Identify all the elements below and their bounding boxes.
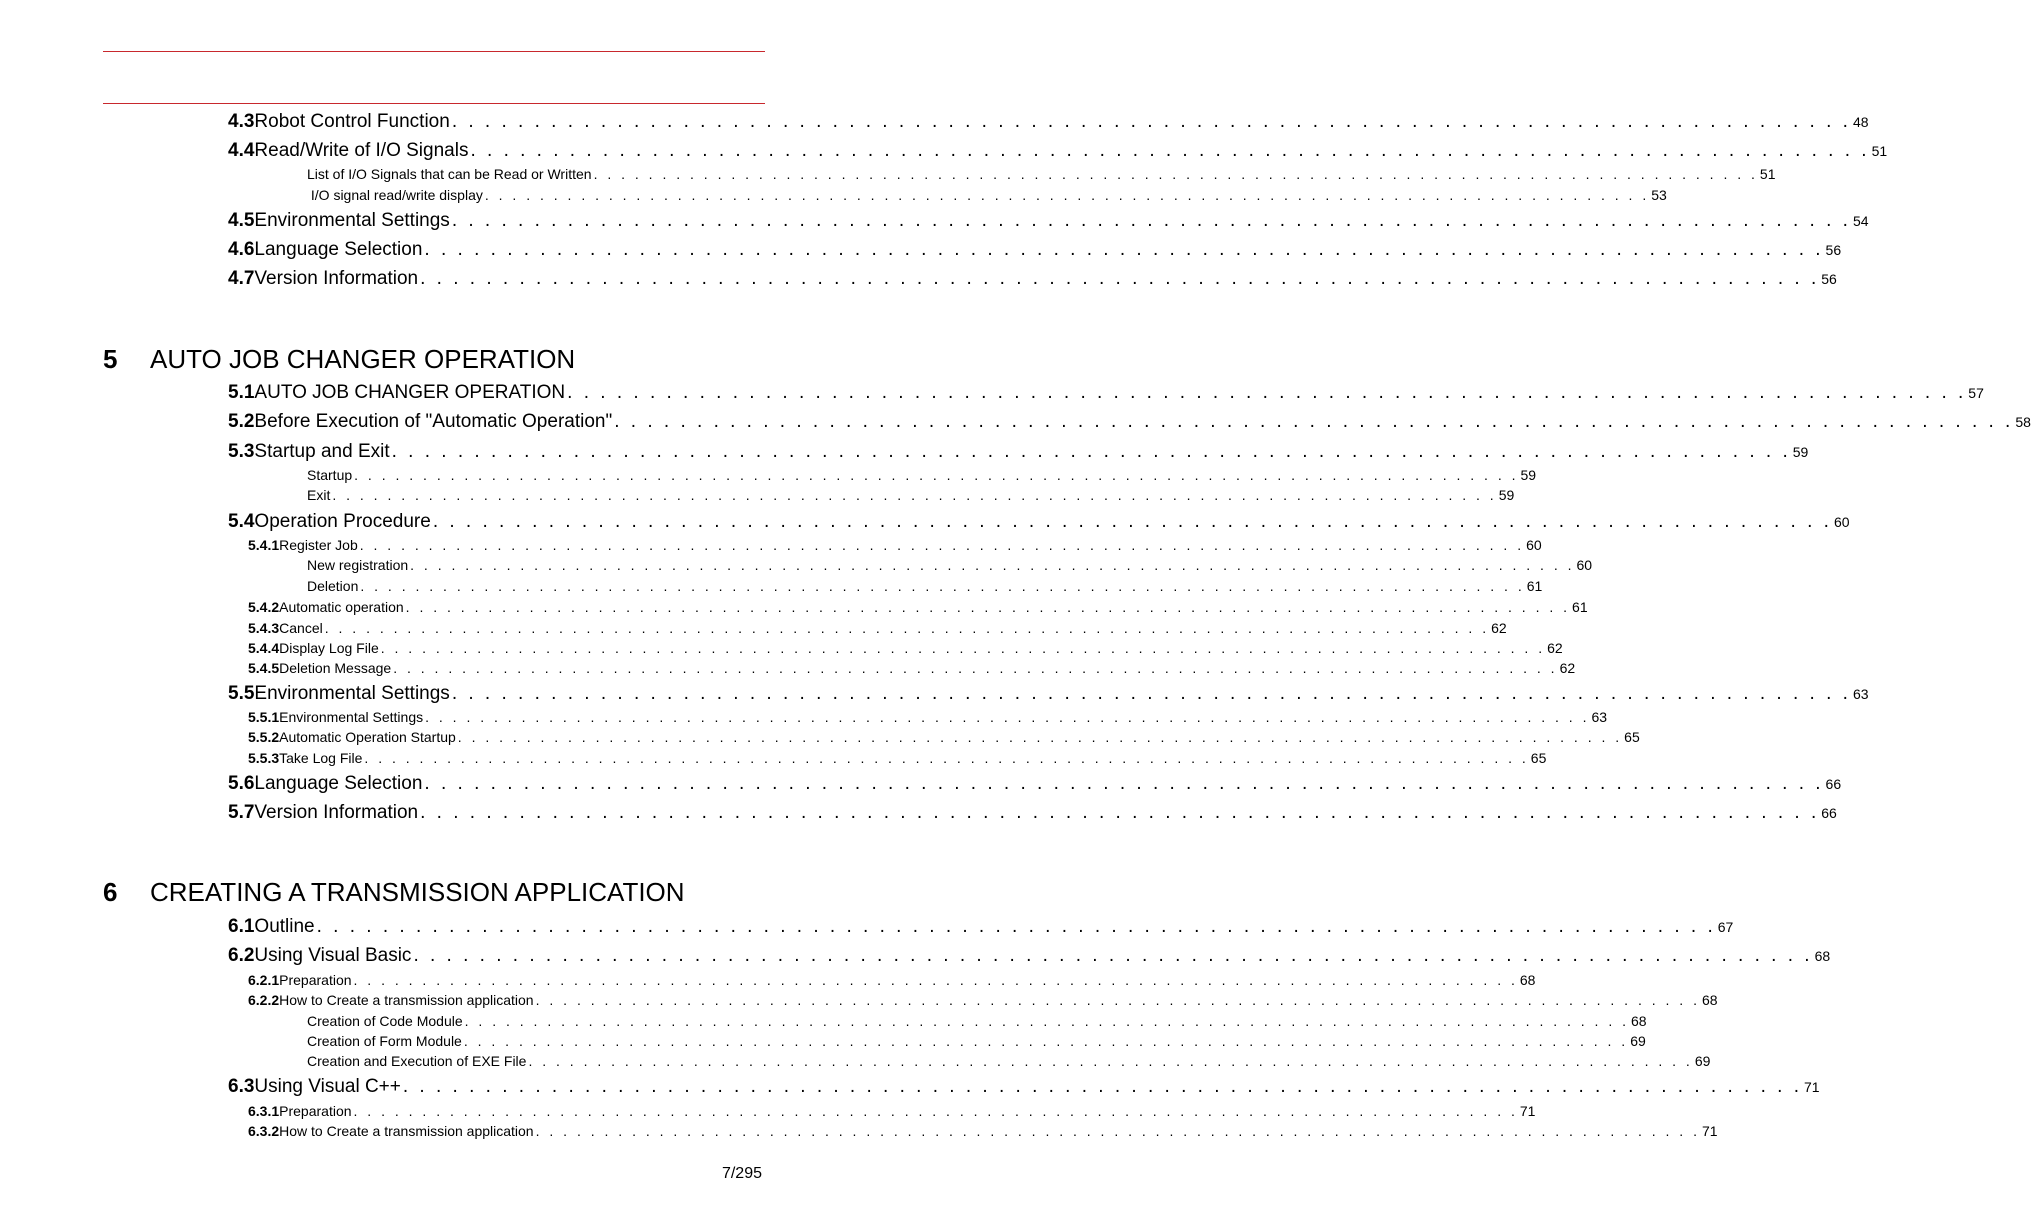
toc-entry-6-3-1[interactable] bbox=[248, 1103, 1536, 1121]
toc-entry-6-2[interactable] bbox=[228, 945, 1831, 969]
toc-entry-4-4[interactable] bbox=[228, 140, 1888, 164]
toc-bullet-entry[interactable] bbox=[292, 557, 1593, 575]
dot-leader: . . . . . . . . . . . . . . . . . . . . . . . . . . . . . . . . . . . . . . . . . . . . . . . . . . . . . . . . . . . . . . . . . . . . . . . . . . . . . . . . . . . . . bbox=[463, 1033, 1629, 1049]
toc-page: 66 bbox=[1825, 776, 1842, 792]
toc-number: 5.1 bbox=[228, 382, 255, 403]
toc-entry-6-3[interactable] bbox=[228, 1076, 1820, 1100]
dot-leader: . . . . . . . . . . . . . . . . . . . . . . . . . . . . . . . . . . . . . . . . . . . . . . . . . . . . . . . . . . . . . . . . . . . . . . . . . . . . . . . . . . . . . bbox=[364, 750, 1529, 766]
toc-label: AUTO JOB CHANGER OPERATION bbox=[254, 382, 566, 403]
dot-leader: . . . . . . . . . . . . . . . . . . . . . . . . . . . . . . . . . . . . . . . . . . . . . . . . . . . . . . . . . . . . . . . . . . . . . . . . . . . . . . . . . . . . . bbox=[528, 1053, 1693, 1069]
toc-page: 63 bbox=[1852, 686, 1869, 702]
toc-page: 53 bbox=[1651, 187, 1667, 203]
toc-entry-5-4-5[interactable] bbox=[248, 660, 1576, 678]
toc-entry-6-2-2[interactable] bbox=[248, 992, 1718, 1010]
toc-page: 48 bbox=[1852, 114, 1869, 130]
toc-page: 68 bbox=[1519, 972, 1536, 988]
toc-number: 5.4.5 bbox=[248, 660, 280, 676]
toc-number: 6.3 bbox=[228, 1076, 255, 1097]
toc-label: Deletion bbox=[307, 578, 359, 594]
toc-bullet-entry[interactable] bbox=[292, 166, 1776, 184]
toc-number: 6.2.1 bbox=[248, 972, 280, 988]
toc-label: Robot Control Function bbox=[254, 111, 450, 132]
toc-label: I/O signal read/write display bbox=[307, 187, 483, 203]
toc-page: 62 bbox=[1559, 660, 1576, 676]
toc-page: 59 bbox=[1792, 444, 1809, 460]
chapter-title: CREATING A TRANSMISSION APPLICATION bbox=[150, 877, 685, 907]
toc-label: Preparation bbox=[279, 972, 352, 988]
toc-label: Startup and Exit bbox=[254, 441, 390, 462]
dot-leader: . . . . . . . . . . . . . . . . . . . . . . . . . . . . . . . . . . . . . . . . . . . . . . . . . . . . . . . . . . . . . . . . . . . . . . . . . . . . . . . . . . . . . bbox=[391, 441, 1791, 462]
dot-leader: . . . . . . . . . . . . . . . . . . . . . . . . . . . . . . . . . . . . . . . . . . . . . . . . . . . . . . . . . . . . . . . . . . . . . . . . . . . . . . . . . . . . . bbox=[410, 557, 1575, 573]
toc-label: Language Selection bbox=[254, 239, 423, 260]
toc-label: Before Execution of "Automatic Operation" bbox=[254, 411, 613, 432]
toc-number: 5.5 bbox=[228, 683, 255, 704]
dot-leader: . . . . . . . . . . . . . . . . . . . . . . . . . . . . . . . . . . . . . . . . . . . . . . . . . . . . . . . . . . . . . . . . . . . . . . . . . . . . . . . . . . . . . bbox=[402, 1076, 1802, 1097]
chapter-title: AUTO JOB CHANGER OPERATION bbox=[150, 344, 576, 374]
toc-bullet-entry[interactable] bbox=[292, 187, 1667, 205]
dot-leader: . . . . . . . . . . . . . . . . . . . . . . . . . . . . . . . . . . . . . . . . . . . . . . . . . . . . . . . . . . . . . . . . . . . . . . . . . . . . . . . . . . . . . bbox=[614, 411, 2014, 432]
dot-leader: . . . . . . . . . . . . . . . . . . . . . . . . . . . . . . . . . . . . . . . . . . . . . . . . . . . . . . . . . . . . . . . . . . . . . . . . . . . . . . . . . . . . . bbox=[593, 166, 1758, 182]
toc-entry-5-4[interactable] bbox=[228, 511, 1850, 535]
toc-page: 69 bbox=[1694, 1053, 1711, 1069]
toc-bullet-entry[interactable] bbox=[292, 487, 1515, 505]
toc-page: 68 bbox=[1701, 992, 1718, 1008]
toc-number: 4.4 bbox=[228, 140, 255, 161]
toc-label: Automatic Operation Startup bbox=[279, 729, 456, 745]
dot-leader: . . . . . . . . . . . . . . . . . . . . . . . . . . . . . . . . . . . . . . . . . . . . . . . . . . . . . . . . . . . . . . . . . . . . . . . . . . . . . . . . . . . . . bbox=[424, 773, 1824, 794]
toc-entry-4-3[interactable] bbox=[228, 111, 1869, 135]
toc-page: 57 bbox=[1968, 385, 1984, 401]
dot-leader: . . . . . . . . . . . . . . . . . . . . . . . . . . . . . . . . . . . . . . . . . . . . . . . . . . . . . . . . . . . . . . . . . . . . . . . . . . . . . . . . . . . . . bbox=[393, 660, 1558, 676]
dot-leader: . . . . . . . . . . . . . . . . . . . . . . . . . . . . . . . . . . . . . . . . . . . . . . . . . . . . . . . . . . . . . . . . . . . . . . . . . . . . . . . . . . . . . bbox=[451, 210, 1851, 231]
toc-number: 5.5.1 bbox=[248, 709, 280, 725]
toc-label: Take Log File bbox=[279, 750, 363, 766]
toc-label: Outline bbox=[254, 916, 315, 937]
toc-label: Environmental Settings bbox=[254, 683, 450, 704]
toc-entry-5-3[interactable] bbox=[228, 441, 1809, 465]
toc-bullet-entry[interactable] bbox=[292, 1053, 1711, 1071]
toc-label: Startup bbox=[307, 467, 353, 483]
toc-number: 5.6 bbox=[228, 773, 255, 794]
toc-entry-5-4-2[interactable] bbox=[248, 599, 1588, 617]
toc-number: 6.1 bbox=[228, 916, 255, 937]
toc-label: Using Visual C++ bbox=[254, 1076, 401, 1097]
toc-label: Version Information bbox=[254, 802, 419, 823]
toc-label: Language Selection bbox=[254, 773, 423, 794]
toc-label: Version Information bbox=[254, 268, 419, 289]
toc-label: Environmental Settings bbox=[254, 210, 450, 231]
toc-page: 69 bbox=[1630, 1033, 1646, 1049]
toc-number: 6.3.1 bbox=[248, 1103, 280, 1119]
dot-leader: . . . . . . . . . . . . . . . . . . . . . . . . . . . . . . . . . . . . . . . . . . . . . . . . . . . . . . . . . . . . . . . . . . . . . . . . . . . . . . . . . . . . . bbox=[451, 683, 1851, 704]
toc-label: Read/Write of I/O Signals bbox=[254, 140, 469, 161]
toc-page: 60 bbox=[1833, 514, 1850, 530]
dot-leader: . . . . . . . . . . . . . . . . . . . . . . . . . . . . . . . . . . . . . . . . . . . . . . . . . . . . . . . . . . . . . . . . . . . . . . . . . . . . . . . . . . . . . bbox=[332, 487, 1497, 503]
dot-leader: . . . . . . . . . . . . . . . . . . . . . . . . . . . . . . . . . . . . . . . . . . . . . . . . . . . . . . . . . . . . . . . . . . . . . . . . . . . . . . . . . . . . . bbox=[353, 972, 1518, 988]
toc-label: Creation of Code Module bbox=[307, 1013, 463, 1029]
toc-label: Register Job bbox=[279, 537, 358, 553]
toc-page: 65 bbox=[1624, 729, 1640, 745]
toc-label: Automatic operation bbox=[279, 599, 404, 615]
dot-leader: . . . . . . . . . . . . . . . . . . . . . . . . . . . . . . . . . . . . . . . . . . . . . . . . . . . . . . . . . . . . . . . . . . . . . . . . . . . . . . . . . . . . . bbox=[420, 268, 1820, 289]
dot-leader: . . . . . . . . . . . . . . . . . . . . . . . . . . . . . . . . . . . . . . . . . . . . . . . . . . . . . . . . . . . . . . . . . . . . . . . . . . . . . . . . . . . . . bbox=[420, 802, 1820, 823]
dot-leader: . . . . . . . . . . . . . . . . . . . . . . . . . . . . . . . . . . . . . . . . . . . . . . . . . . . . . . . . . . . . . . . . . . . . . . . . . . . . . . . . . . . . . bbox=[567, 382, 1967, 403]
dot-leader: . . . . . . . . . . . . . . . . . . . . . . . . . . . . . . . . . . . . . . . . . . . . . . . . . . . . . . . . . . . . . . . . . . . . . . . . . . . . . . . . . . . . . bbox=[354, 467, 1519, 483]
toc-number: 4.3 bbox=[228, 111, 255, 132]
toc-page: 54 bbox=[1852, 213, 1869, 229]
toc-number: 4.7 bbox=[228, 268, 255, 289]
toc-number: 4.5 bbox=[228, 210, 255, 231]
toc-entry-5-2[interactable] bbox=[228, 411, 2031, 435]
chapter-heading-5[interactable] bbox=[103, 344, 575, 375]
toc-label: Cancel bbox=[279, 620, 323, 636]
toc-label: Creation and Execution of EXE File bbox=[307, 1053, 527, 1069]
dot-leader: . . . . . . . . . . . . . . . . . . . . . . . . . . . . . . . . . . . . . . . . . . . . . . . . . . . . . . . . . . . . . . . . . . . . . . . . . . . . . . . . . . . . . bbox=[484, 187, 1650, 203]
dot-leader: . . . . . . . . . . . . . . . . . . . . . . . . . . . . . . . . . . . . . . . . . . . . . . . . . . . . . . . . . . . . . . . . . . . . . . . . . . . . . . . . . . . . . bbox=[535, 1123, 1700, 1139]
toc-page: 62 bbox=[1547, 640, 1563, 656]
chapter-heading-6[interactable] bbox=[103, 877, 685, 908]
toc-page: 51 bbox=[1871, 143, 1888, 159]
toc-number: 6.2 bbox=[228, 945, 255, 966]
toc-label: Display Log File bbox=[279, 640, 379, 656]
toc-entry-6-3-2[interactable] bbox=[248, 1123, 1718, 1141]
toc-entry-5-6[interactable] bbox=[228, 773, 1842, 797]
page-number: 7/295 bbox=[721, 1165, 762, 1182]
toc-entry-5-4-4[interactable] bbox=[248, 640, 1563, 658]
toc-entry-5-5-2[interactable] bbox=[248, 729, 1640, 747]
toc-page: 62 bbox=[1491, 620, 1507, 636]
toc-number: 5.4.4 bbox=[248, 640, 280, 656]
toc-bullet-entry[interactable] bbox=[292, 1033, 1646, 1051]
toc-entry-4-6[interactable] bbox=[228, 239, 1842, 263]
toc-number: 6.2.2 bbox=[248, 992, 280, 1008]
toc-page: 58 bbox=[2015, 414, 2031, 430]
dot-leader: . . . . . . . . . . . . . . . . . . . . . . . . . . . . . . . . . . . . . . . . . . . . . . . . . . . . . . . . . . . . . . . . . . . . . . . . . . . . . . . . . . . . . bbox=[457, 729, 1623, 745]
toc-page: 68 bbox=[1631, 1013, 1647, 1029]
dot-leader: . . . . . . . . . . . . . . . . . . . . . . . . . . . . . . . . . . . . . . . . . . . . . . . . . . . . . . . . . . . . . . . . . . . . . . . . . . . . . . . . . . . . . bbox=[464, 1013, 1630, 1029]
toc-number: 5.4 bbox=[228, 511, 255, 532]
toc-page: 61 bbox=[1526, 578, 1543, 594]
toc-entry-6-1[interactable] bbox=[228, 916, 1734, 940]
toc-label: List of I/O Signals that can be Read or Written bbox=[307, 166, 592, 182]
toc-entry-5-4-1[interactable] bbox=[248, 537, 1542, 555]
dot-leader: . . . . . . . . . . . . . . . . . . . . . . . . . . . . . . . . . . . . . . . . . . . . . . . . . . . . . . . . . . . . . . . . . . . . . . . . . . . . . . . . . . . . . bbox=[470, 140, 1870, 161]
toc-page: 56 bbox=[1821, 271, 1837, 287]
toc-label: Operation Procedure bbox=[254, 511, 431, 532]
dot-leader: . . . . . . . . . . . . . . . . . . . . . . . . . . . . . . . . . . . . . . . . . . . . . . . . . . . . . . . . . . . . . . . . . . . . . . . . . . . . . . . . . . . . . bbox=[324, 620, 1490, 636]
toc-number: 5.5.2 bbox=[248, 729, 280, 745]
toc-label: Deletion Message bbox=[279, 660, 392, 676]
toc-number: 5.5.3 bbox=[248, 750, 280, 766]
dot-leader: . . . . . . . . . . . . . . . . . . . . . . . . . . . . . . . . . . . . . . . . . . . . . . . . . . . . . . . . . . . . . . . . . . . . . . . . . . . . . . . . . . . . . bbox=[380, 640, 1546, 656]
toc-label: How to Create a transmission application bbox=[279, 1123, 534, 1139]
toc-page: 65 bbox=[1530, 750, 1547, 766]
toc-entry-5-7[interactable] bbox=[228, 802, 1837, 826]
toc-page: 51 bbox=[1759, 166, 1776, 182]
toc-page: 59 bbox=[1498, 487, 1515, 503]
toc-number: 6.3.2 bbox=[248, 1123, 280, 1139]
header-rule-top bbox=[103, 51, 765, 52]
toc-entry-5-1[interactable] bbox=[228, 382, 1984, 406]
dot-leader: . . . . . . . . . . . . . . . . . . . . . . . . . . . . . . . . . . . . . . . . . . . . . . . . . . . . . . . . . . . . . . . . . . . . . . . . . . . . . . . . . . . . . bbox=[360, 578, 1525, 594]
toc-number: 5.2 bbox=[228, 411, 255, 432]
toc-entry-5-5[interactable] bbox=[228, 683, 1869, 707]
header-rule-bottom bbox=[103, 103, 765, 104]
toc-number: 5.3 bbox=[228, 441, 255, 462]
toc-entry-4-7[interactable] bbox=[228, 268, 1837, 292]
toc-bullet-entry[interactable] bbox=[292, 1013, 1647, 1031]
toc-number: 5.4.3 bbox=[248, 620, 280, 636]
dot-leader: . . . . . . . . . . . . . . . . . . . . . . . . . . . . . . . . . . . . . . . . . . . . . . . . . . . . . . . . . . . . . . . . . . . . . . . . . . . . . . . . . . . . . bbox=[359, 537, 1525, 553]
toc-entry-5-4-3[interactable] bbox=[248, 620, 1507, 638]
toc-page: 71 bbox=[1519, 1103, 1536, 1119]
toc-label: New registration bbox=[307, 557, 409, 573]
toc-label: Using Visual Basic bbox=[254, 945, 412, 966]
toc-label: Exit bbox=[307, 487, 331, 503]
chapter-number: 5 bbox=[103, 344, 118, 374]
toc-page: 61 bbox=[1572, 599, 1588, 615]
dot-leader: . . . . . . . . . . . . . . . . . . . . . . . . . . . . . . . . . . . . . . . . . . . . . . . . . . . . . . . . . . . . . . . . . . . . . . . . . . . . . . . . . . . . . bbox=[424, 239, 1824, 260]
toc-page: 67 bbox=[1717, 919, 1734, 935]
toc-label: Preparation bbox=[279, 1103, 352, 1119]
toc-entry-4-5[interactable] bbox=[228, 210, 1869, 234]
toc-bullet-entry[interactable] bbox=[292, 467, 1537, 485]
toc-number: 5.4.1 bbox=[248, 537, 280, 553]
toc-page: 66 bbox=[1821, 805, 1837, 821]
toc-entry-5-5-3[interactable] bbox=[248, 750, 1547, 768]
dot-leader: . . . . . . . . . . . . . . . . . . . . . . . . . . . . . . . . . . . . . . . . . . . . . . . . . . . . . . . . . . . . . . . . . . . . . . . . . . . . . . . . . . . . . bbox=[432, 511, 1832, 532]
toc-page: 56 bbox=[1825, 242, 1842, 258]
dot-leader: . . . . . . . . . . . . . . . . . . . . . . . . . . . . . . . . . . . . . . . . . . . . . . . . . . . . . . . . . . . . . . . . . . . . . . . . . . . . . . . . . . . . . bbox=[535, 992, 1700, 1008]
toc-page: 63 bbox=[1591, 709, 1608, 725]
toc-number: 5.7 bbox=[228, 802, 255, 823]
dot-leader: . . . . . . . . . . . . . . . . . . . . . . . . . . . . . . . . . . . . . . . . . . . . . . . . . . . . . . . . . . . . . . . . . . . . . . . . . . . . . . . . . . . . . bbox=[316, 916, 1716, 937]
dot-leader: . . . . . . . . . . . . . . . . . . . . . . . . . . . . . . . . . . . . . . . . . . . . . . . . . . . . . . . . . . . . . . . . . . . . . . . . . . . . . . . . . . . . . bbox=[425, 709, 1590, 725]
toc-entry-5-5-1[interactable] bbox=[248, 709, 1608, 727]
toc-label: Creation of Form Module bbox=[307, 1033, 462, 1049]
toc-page: 60 bbox=[1576, 557, 1593, 573]
toc-page: 59 bbox=[1520, 467, 1537, 483]
chapter-number: 6 bbox=[103, 877, 118, 907]
toc-label: How to Create a transmission application bbox=[279, 992, 534, 1008]
toc-page: 68 bbox=[1814, 948, 1831, 964]
toc-label: Environmental Settings bbox=[279, 709, 424, 725]
toc-page: 71 bbox=[1701, 1123, 1718, 1139]
toc-entry-6-2-1[interactable] bbox=[248, 972, 1536, 990]
toc-page: 60 bbox=[1526, 537, 1542, 553]
dot-leader: . . . . . . . . . . . . . . . . . . . . . . . . . . . . . . . . . . . . . . . . . . . . . . . . . . . . . . . . . . . . . . . . . . . . . . . . . . . . . . . . . . . . . bbox=[451, 111, 1851, 132]
toc-number: 5.4.2 bbox=[248, 599, 280, 615]
dot-leader: . . . . . . . . . . . . . . . . . . . . . . . . . . . . . . . . . . . . . . . . . . . . . . . . . . . . . . . . . . . . . . . . . . . . . . . . . . . . . . . . . . . . . bbox=[405, 599, 1571, 615]
toc-bullet-entry[interactable] bbox=[292, 578, 1543, 596]
toc-page: 71 bbox=[1804, 1079, 1820, 1095]
dot-leader: . . . . . . . . . . . . . . . . . . . . . . . . . . . . . . . . . . . . . . . . . . . . . . . . . . . . . . . . . . . . . . . . . . . . . . . . . . . . . . . . . . . . . bbox=[353, 1103, 1518, 1119]
toc-number: 4.6 bbox=[228, 239, 255, 260]
dot-leader: . . . . . . . . . . . . . . . . . . . . . . . . . . . . . . . . . . . . . . . . . . . . . . . . . . . . . . . . . . . . . . . . . . . . . . . . . . . . . . . . . . . . . bbox=[413, 945, 1813, 966]
